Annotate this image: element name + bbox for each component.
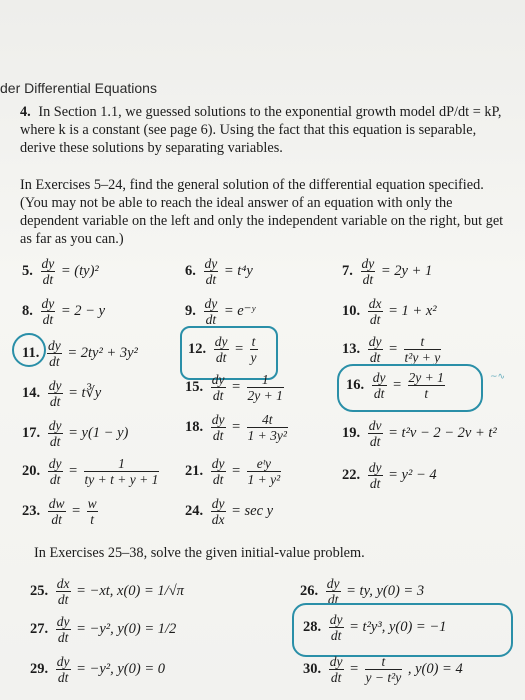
problem-4 <box>20 103 505 157</box>
pencil-mark: ~∿ <box>490 372 506 382</box>
exercise-number: 6. <box>185 262 196 279</box>
equation-rhs: = t²y³, y(0) = −1 <box>349 618 447 635</box>
exercise-15: 15. $\frac{dy}{dt}$ = $\frac{1}{2y + 1}$ <box>185 372 283 403</box>
rhs-fraction: $\frac{1}{2y + 1}$ <box>247 372 283 403</box>
equation-rhs: = ty, y(0) = 3 <box>346 582 425 599</box>
derivative: $\frac{dy}{dt}$ <box>361 256 375 287</box>
exercise-27 <box>30 614 176 645</box>
exercise-number: 15. <box>185 378 204 395</box>
derivative: $\frac{dy}{dx}$ <box>211 496 225 527</box>
derivative: $\frac{dy}{dt}$ <box>56 654 70 685</box>
equation-rhs: = 2ty² + 3y² <box>67 344 138 361</box>
equation-rhs: = y(1 − y) <box>68 424 129 441</box>
exercise-10 <box>342 296 437 327</box>
exercise-25 <box>30 576 184 607</box>
exercise-number: 9. <box>185 302 196 319</box>
exercise-23: 23. $\frac{dw}{dt}$ = $\frac{w}{t}$ <box>22 496 97 527</box>
derivative: $\frac{dy}{dt}$ <box>326 576 340 607</box>
exercise-number: 5. <box>22 262 33 279</box>
exercise-number: 28. <box>303 618 322 635</box>
exercise-number: 23. <box>22 502 41 519</box>
exercise-11 <box>22 338 138 369</box>
equation-rhs: = t⁴y <box>223 262 253 279</box>
exercise-28 <box>303 612 446 643</box>
exercise-number: 19. <box>342 424 361 441</box>
rhs-fraction: $\frac{\text{eᵗy}}{\text{1 + y²}}$ <box>247 456 281 487</box>
derivative: $\frac{dv}{dt}$ <box>368 418 382 449</box>
exercises-5-24-intro: In Exercises 5–24, find the general solution of the differential equation specified. (You may not be able to reach the ideal answer of an equation with only the dependent variable on the left and only the independent variable on the right, but get as far as you can.) <box>20 177 504 247</box>
exercise-number: 29. <box>30 660 49 677</box>
exercise-number: 16. <box>346 376 365 393</box>
exercise-19 <box>342 418 497 449</box>
exercise-number: 12. <box>188 340 207 357</box>
rhs-fraction: $\frac{2y + 1}{t}$ <box>408 370 444 401</box>
derivative: $\frac{dy}{dt}$ <box>204 296 218 327</box>
exercise-12: 12. $\frac{dy}{dt}$ = $\frac{t}{y}$ <box>188 334 257 365</box>
exercise-8 <box>22 296 105 327</box>
exercise-number: 13. <box>342 340 361 357</box>
derivative: $\frac{dy}{dt}$ <box>48 378 62 409</box>
derivative: $\frac{dy}{dt}$ <box>48 418 62 449</box>
derivative: $\frac{dx}{dt}$ <box>368 296 382 327</box>
equation-rhs: = e⁻ʸ <box>223 302 256 319</box>
running-header: der Differential Equations <box>0 80 157 96</box>
derivative: $\frac{dy}{dt}$ <box>372 370 386 401</box>
exercise-17 <box>22 418 128 449</box>
derivative: $\frac{dw}{dt}$ <box>48 496 65 527</box>
derivative: $\frac{dy}{dt}$ <box>41 256 55 287</box>
rhs-fraction: $\frac{t}{\text{t²y + y}}$ <box>404 334 441 365</box>
derivative: $\frac{dy}{dt}$ <box>211 456 225 487</box>
problem-4-text: In Section 1.1, we guessed solutions to the exponential growth model dP/dt = kP, where k is a constant (see page 6). Using the fact that this equation is separable, derive these solutions by separating variables. <box>20 104 502 156</box>
equation-rhs: = sec y <box>231 502 274 519</box>
equation-rhs: = t²v − 2 − 2v + t² <box>388 424 497 441</box>
initial-condition: , y(0) = 4 <box>407 660 463 677</box>
derivative: $\frac{dy}{dt}$ <box>41 296 55 327</box>
exercise-9 <box>185 296 255 327</box>
exercise-number: 8. <box>22 302 33 319</box>
exercise-13: 13. $\frac{dy}{dt}$ = $\frac{t}{\text{t²y + y}}$ <box>342 334 441 365</box>
derivative: $\frac{dx}{dt}$ <box>56 576 70 607</box>
exercise-number: 10. <box>342 302 361 319</box>
exercise-20: 20. $\frac{dy}{dt}$ = $\frac{1}{ty + t + y + 1}$ <box>22 456 159 487</box>
exercise-number: 14. <box>22 384 41 401</box>
derivative: $\frac{dy}{dt}$ <box>211 412 225 443</box>
derivative: $\frac{dy}{dt}$ <box>56 614 70 645</box>
exercise-number: 24. <box>185 502 204 519</box>
exercise-number: 21. <box>185 462 204 479</box>
rhs-fraction: $\frac{t}{\text{y − t²y}}$ <box>365 654 402 685</box>
problem-4-number: 4. <box>20 104 31 120</box>
exercise-number: 17. <box>22 424 41 441</box>
equation-rhs: = 1 + x² <box>388 302 437 319</box>
exercise-7 <box>342 256 432 287</box>
exercise-number: 27. <box>30 620 49 637</box>
exercises-25-38-intro: In Exercises 25–38, solve the given initial-value problem. <box>34 545 365 561</box>
exercise-14 <box>22 378 101 409</box>
exercise-24 <box>185 496 273 527</box>
rhs-fraction: $\frac{t}{y}$ <box>250 334 257 365</box>
equation-rhs: = −y², y(0) = 1/2 <box>76 620 177 637</box>
exercise-30: 30. $\frac{dy}{dt}$ = $\frac{t}{\text{y − t²y}}$ , y(0) = 4 <box>303 654 463 685</box>
exercise-18: 18. $\frac{dy}{dt}$ = $\frac{4t}{\text{1 + 3y²}}$ <box>185 412 287 443</box>
exercise-number: 18. <box>185 418 204 435</box>
exercise-number: 11. <box>22 344 40 361</box>
exercise-22 <box>342 460 437 491</box>
equation-rhs: = 2 − y <box>60 302 106 319</box>
derivative: $\frac{dy}{dt}$ <box>329 612 343 643</box>
equation-rhs: = −xt, x(0) = 1/√π <box>76 582 184 599</box>
derivative: $\frac{dy}{dt}$ <box>211 372 225 403</box>
exercise-number: 7. <box>342 262 353 279</box>
rhs-fraction: $\frac{4t}{\text{1 + 3y²}}$ <box>247 412 287 443</box>
exercise-number: 30. <box>303 660 322 677</box>
exercise-number: 26. <box>300 582 319 599</box>
exercise-21: 21. $\frac{dy}{dt}$ = $\frac{\text{eᵗy}}{\text{1 + y²}}$ <box>185 456 281 487</box>
rhs-fraction: $\frac{1}{ty + t + y + 1}$ <box>84 456 159 487</box>
derivative: $\frac{dy}{dt}$ <box>48 456 62 487</box>
equation-rhs: = y² − 4 <box>388 466 437 483</box>
derivative: $\frac{dy}{dt}$ <box>329 654 343 685</box>
rhs-fraction: $\frac{w}{t}$ <box>87 496 97 527</box>
exercise-number: 25. <box>30 582 49 599</box>
equation-rhs: = (ty)² <box>60 262 99 279</box>
exercise-6 <box>185 256 253 287</box>
equation-rhs: = t∛y <box>68 384 102 401</box>
derivative: $\frac{dy}{dt}$ <box>368 460 382 491</box>
exercise-number: 22. <box>342 466 361 483</box>
exercise-16: 16. $\frac{dy}{dt}$ = $\frac{2y + 1}{t}$ <box>346 370 444 401</box>
derivative: $\frac{dy}{dt}$ <box>47 338 61 369</box>
derivative: $\frac{dy}{dt}$ <box>214 334 228 365</box>
equation-rhs: = −y², y(0) = 0 <box>76 660 165 677</box>
exercise-29 <box>30 654 165 685</box>
exercise-5 <box>22 256 99 287</box>
derivative: $\frac{dy}{dt}$ <box>204 256 218 287</box>
derivative: $\frac{dy}{dt}$ <box>368 334 382 365</box>
equation-rhs: = 2y + 1 <box>380 262 433 279</box>
exercise-number: 20. <box>22 462 41 479</box>
